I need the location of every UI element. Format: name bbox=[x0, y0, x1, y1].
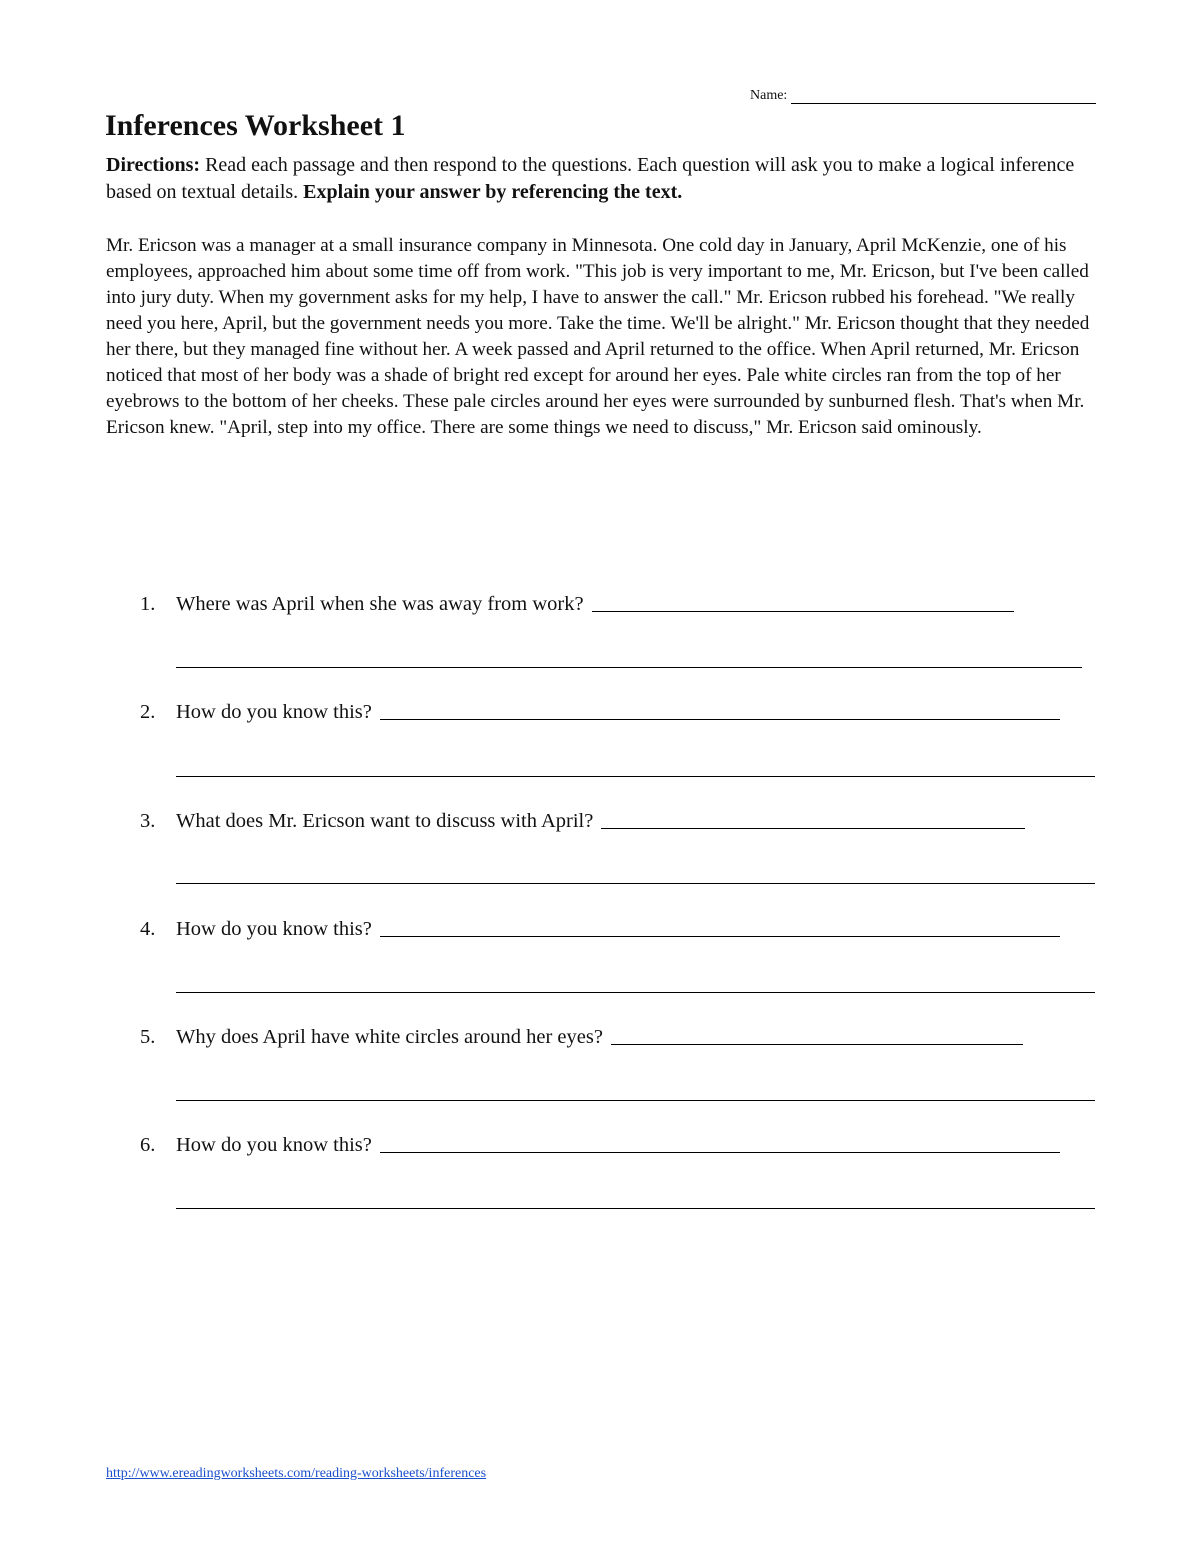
question-number: 5. bbox=[140, 1026, 156, 1048]
name-field[interactable] bbox=[750, 88, 1096, 104]
directions bbox=[106, 152, 1096, 206]
directions-emphasis: Explain your answer by referencing the text. bbox=[303, 181, 683, 203]
directions-text: Read each passage and then respond to the questions. Each question will ask you to make a logical inference based on textual details. bbox=[106, 154, 1075, 203]
directions-label: Directions: bbox=[106, 154, 201, 176]
answer-line[interactable] bbox=[176, 776, 1095, 777]
name-blank-line[interactable] bbox=[791, 89, 1096, 104]
answer-blank-line[interactable] bbox=[380, 914, 1060, 937]
question-text: What does Mr. Ericson want to discuss with April? bbox=[176, 810, 594, 832]
question-number: 3. bbox=[140, 810, 156, 832]
question-text: How do you know this? bbox=[176, 701, 372, 723]
answer-line[interactable] bbox=[176, 1208, 1095, 1209]
answer-blank-line[interactable] bbox=[601, 806, 1025, 829]
question-number: 2. bbox=[140, 701, 156, 723]
answer-line[interactable] bbox=[176, 667, 1082, 668]
answer-blank-line[interactable] bbox=[380, 1130, 1060, 1153]
question-number: 6. bbox=[140, 1134, 156, 1156]
name-label: Name: bbox=[750, 88, 788, 103]
footer-link[interactable]: http://www.ereadingworksheets.com/reading-worksheets/inferences bbox=[106, 1466, 487, 1481]
reading-passage: Mr. Ericson was a manager at a small insurance company in Minnesota. One cold day in January, April McKenzie, one of his employees, approached him about some time off from work. "This job is very important to me, Mr. Ericson, but I've been called into jury duty. When my government asks for my help, I have to answer the call." Mr. Ericson rubbed his forehead. "We really need you here, April, but the government needs you more. Take the time. We'll be alright." Mr. Ericson thought that they needed her there, but they managed fine without her. A week passed and April returned to the office. When April returned, Mr. Ericson noticed that most of her body was a shade of bright red except for around her eyes. Pale white circles ran from the top of her eyebrows to the bottom of her cheeks. These pale circles around her eyes were surrounded by sunburned flesh. That's when Mr. Ericson knew. "April, step into my office. There are some things we need to discuss," Mr. Ericson said ominously. bbox=[106, 235, 1090, 438]
answer-line[interactable] bbox=[176, 992, 1095, 993]
question-6 bbox=[140, 1130, 1060, 1158]
question-number: 1. bbox=[140, 593, 156, 615]
question-5 bbox=[140, 1022, 1023, 1050]
answer-blank-line[interactable] bbox=[592, 589, 1014, 612]
answer-line[interactable] bbox=[176, 883, 1095, 884]
worksheet-title: Inferences Worksheet 1 bbox=[105, 109, 406, 142]
answer-blank-line[interactable] bbox=[380, 697, 1060, 720]
question-text: Where was April when she was away from work? bbox=[176, 593, 584, 615]
question-number: 4. bbox=[140, 918, 156, 940]
question-2 bbox=[140, 697, 1060, 725]
question-text: How do you know this? bbox=[176, 918, 372, 940]
question-text: How do you know this? bbox=[176, 1134, 372, 1156]
question-4 bbox=[140, 914, 1060, 942]
question-1 bbox=[140, 589, 1014, 617]
answer-line[interactable] bbox=[176, 1100, 1095, 1101]
question-text: Why does April have white circles around her eyes? bbox=[176, 1026, 603, 1048]
answer-blank-line[interactable] bbox=[611, 1022, 1023, 1045]
question-3 bbox=[140, 806, 1025, 834]
